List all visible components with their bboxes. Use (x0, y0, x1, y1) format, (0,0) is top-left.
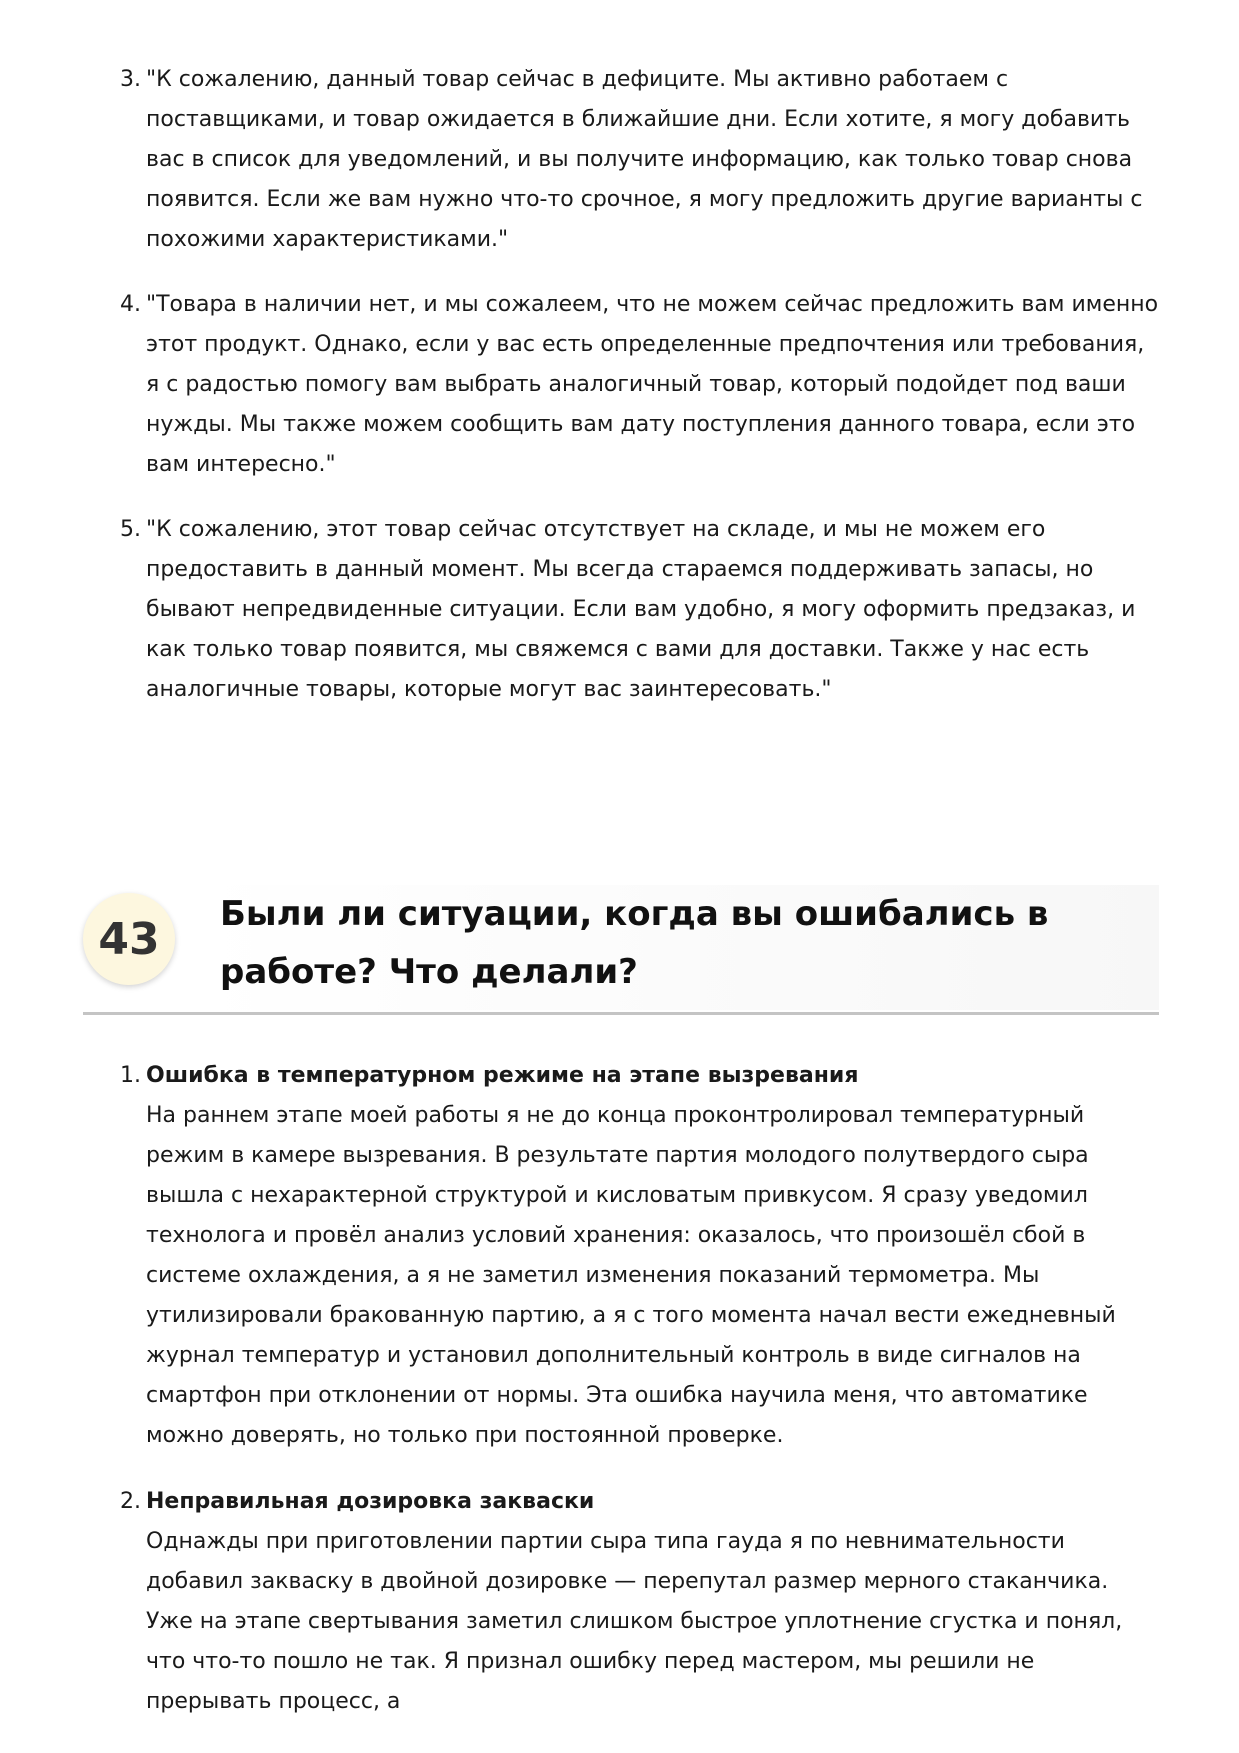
section-header (83, 885, 1159, 1015)
list-item-number: 3. (120, 67, 141, 92)
section-number-badge: 43 (83, 893, 175, 985)
section-divider (83, 1012, 1159, 1015)
list-item-title: Неправильная дозировка закваски (146, 1489, 595, 1514)
list-item-number: 4. (120, 292, 141, 317)
list-item-text: На раннем этапе моей работы я не до конца проконтролировал температурный режим в камере вызревания. В результате партия молодого полутвердого сыра вышла с нехарактерной структурой и кисловатым привкусом. Я сразу уведомил технолога и провёл анализ условий хранения: оказалось, что произошёл сбой в системе охлаждения, а я не заметил изменения показаний термометра. Мы утилизировали бракованную партию, а я с того момента начал вести ежедневный журнал температур и установил дополнительный контроль в виде сигналов на смартфон при отклонении от нормы. Эта ошибка научила меня, что автоматике можно доверять, но только при постоянной проверке. (146, 1103, 1116, 1448)
list-item (120, 1056, 1160, 1456)
list-item-text: "К сожалению, данный товар сейчас в дефиците. Мы активно работаем с поставщиками, и товар ожидается в ближайшие дни. Если хотите, я могу добавить вас в список для уведомлений, и вы получите информацию, как только товар снова появится. Если же вам нужно что-то срочное, я могу предложить другие варианты с похожими характеристиками." (146, 67, 1143, 252)
answer-list-bottom (120, 1056, 1160, 1748)
list-item-number: 5. (120, 517, 141, 542)
list-item-text: "К сожалению, этот товар сейчас отсутствует на складе, и мы не можем его предоставить в данный момент. Мы всегда стараемся поддерживать запасы, но бывают непредвиденные ситуации. Если вам удобно, я могу оформить предзаказ, и как только товар появится, мы свяжемся с вами для доставки. Также у нас есть аналогичные товары, которые могут вас заинтересовать." (146, 517, 1136, 702)
answer-list-top (120, 60, 1160, 735)
list-item-text: "Товара в наличии нет, и мы сожалеем, что не можем сейчас предложить вам именно этот продукт. Однако, если у вас есть определенные предпочтения или требования, я с радостью помогу вам выбрать аналогичный товар, который подойдет под ваши нужды. Мы также можем сообщить вам дату поступления данного товара, если это вам интересно." (146, 292, 1159, 477)
list-item-title: Ошибка в температурном режиме на этапе вызревания (146, 1063, 859, 1088)
list-item (120, 60, 1160, 260)
section-title: Были ли ситуации, когда вы ошибались в работе? Что делали? (220, 894, 1049, 992)
list-item-text: Однажды при приготовлении партии сыра типа гауда я по невнимательности добавил закваску в двойной дозировке — перепутал размер мерного стаканчика. Уже на этапе свертывания заметил слишком быстрое уплотнение сгустка и понял, что что-то пошло не так. Я признал ошибку перед мастером, мы решили не прерывать процесс, а (146, 1529, 1123, 1714)
list-item (120, 510, 1160, 710)
list-item-number: 2. (120, 1489, 141, 1514)
list-item (120, 1482, 1160, 1722)
list-item-number: 1. (120, 1063, 141, 1088)
list-item (120, 285, 1160, 485)
